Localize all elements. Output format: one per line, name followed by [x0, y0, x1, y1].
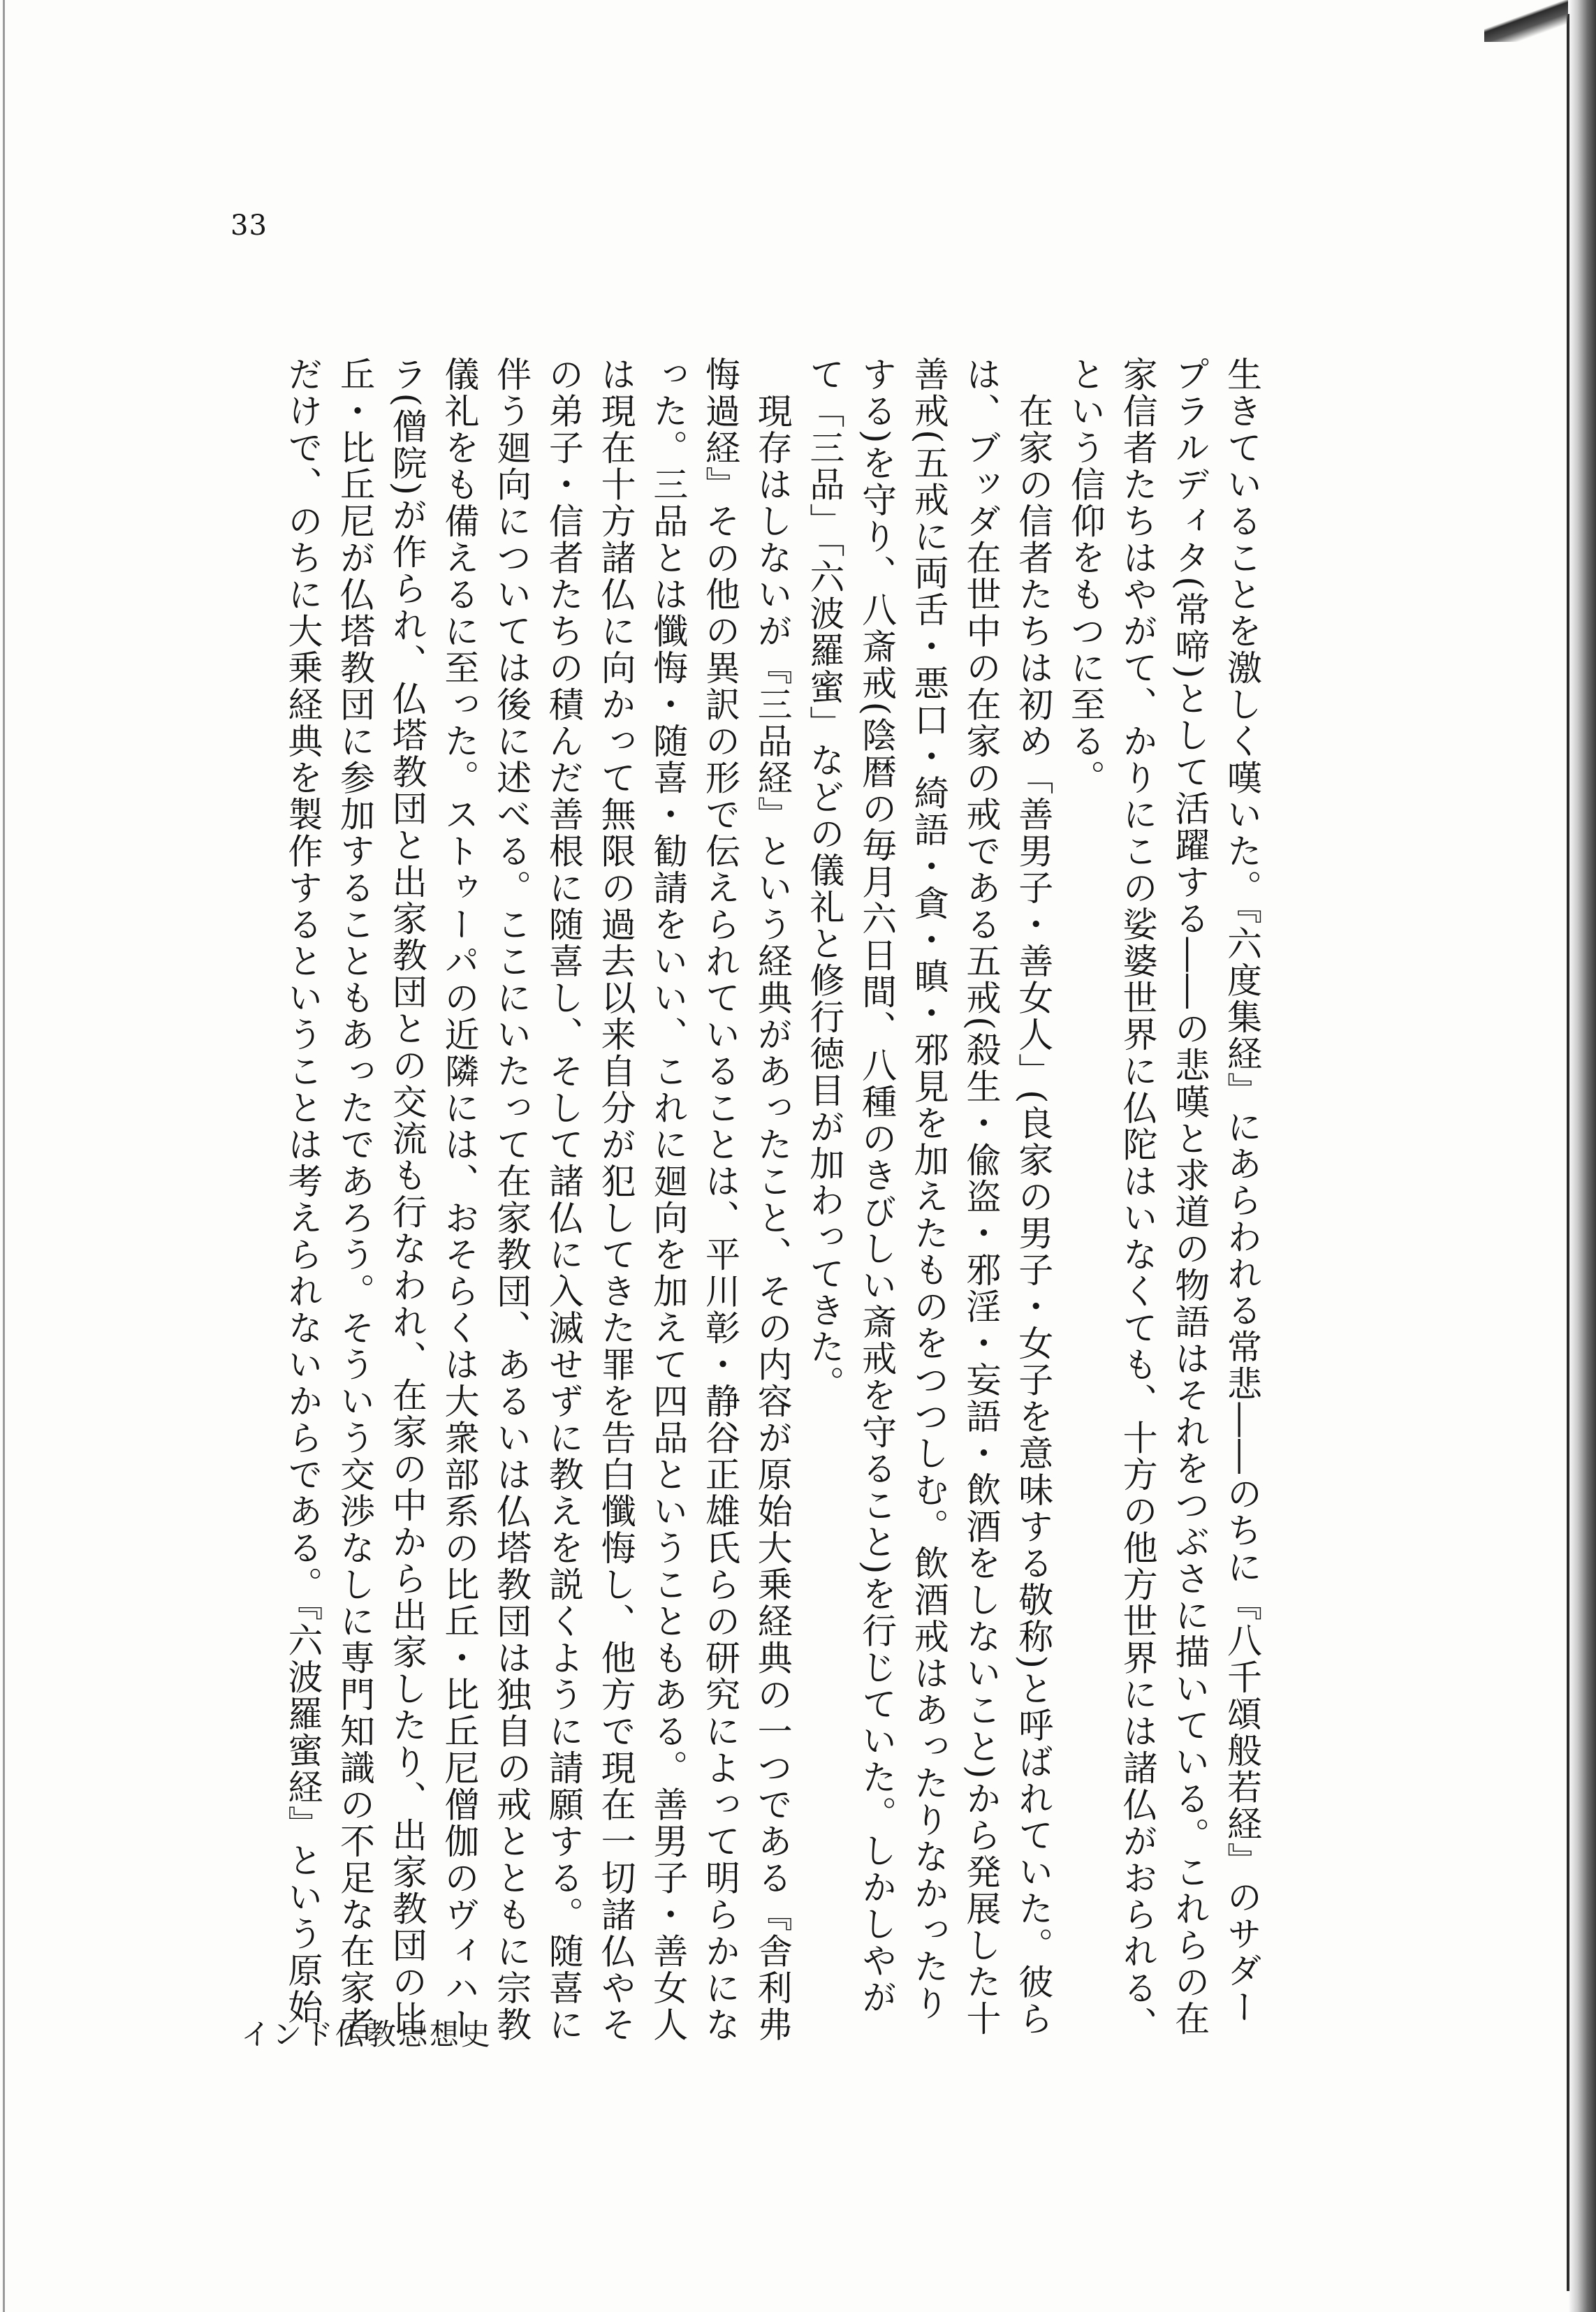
- text-column: った。三品とは懺悔・随喜・勧請をいい、これに廻向を加えて四品ということもある。善男子・善女人: [647, 356, 689, 2043]
- page-number: 33: [230, 210, 268, 242]
- binding-edge-line: [1567, 14, 1569, 2291]
- scan-margin-line: [3, 0, 5, 2312]
- text-column: 在家の信者たちは初め「善男子・善女人」(良家の男子・女子を意味する敬称)と呼ばれていた。彼ら: [1013, 393, 1054, 2037]
- text-column: 生きていることを激しく嘆いた。『六度集経』にあらわれる常悲――のちに『八千頌般若経』のサダー: [1222, 356, 1262, 2026]
- text-column: だけで、のちに大乗経典を製作するということは考えられないからである。『六波羅蜜経』という原始: [282, 356, 323, 2026]
- text-column: 伴う廻向については後に述べる。ここにいたって在家教団、あるいは仏塔教団は独自の戒とともに宗教: [491, 356, 532, 2043]
- binding-edge: [1568, 0, 1596, 2312]
- text-column: 悔過経』その他の異訳の形で伝えられていることは、平川彰・静谷正雄氏らの研究によって明らかにな: [699, 356, 740, 2043]
- text-column: プラルディタ(常啼)として活躍する――の悲嘆と求道の物語はそれをつぶさに描いている。これらの在: [1169, 356, 1210, 2037]
- text-column: という信仰をもつに至る。: [1064, 356, 1106, 796]
- text-column: 現存はしないが『三品経』という経典があったこと、その内容が原始大乗経典の一つである『舎利弗: [752, 393, 793, 2043]
- text-column: て「三品」「六波羅蜜」などの儀礼と修行徳目が加わってきた。: [804, 356, 845, 1403]
- text-column: する)を守り、八斎戒(陰暦の毎月六日間、八種のきびしい斎戒を守ること)を行じていた。しかしやが: [856, 356, 898, 2017]
- text-column: は、ブッダ在世中の在家の戒である五戒(殺生・偸盗・邪淫・妄語・飲酒をしないこと)から発展した十: [960, 356, 1002, 2037]
- scan-corner-shadow: [1484, 0, 1568, 42]
- text-column: は現在十方諸仏に向かって無限の過去以来自分が犯してきた罪を告白懺悔し、他方で現在一切諸仏やそ: [595, 356, 636, 2043]
- text-column: ラ(僧院)が作られ、仏塔教団と出家教団との交流も行なわれ、在家の中から出家したり、出家教団の比: [386, 356, 427, 2037]
- running-head: インド仏教思想史: [241, 2017, 493, 2051]
- text-column: 家信者たちはやがて、かりにこの娑婆世界に仏陀はいなくても、十方の他方世界には諸仏がおられる、: [1117, 356, 1158, 2043]
- text-column: 善戒(五戒に両舌・悪口・綺語・貪・瞋・邪見を加えたものをつつしむ。飲酒戒はあったりなかったり: [908, 356, 949, 2022]
- text-column: 丘・比丘尼が仏塔教団に参加することもあったであろう。そういう交渉なしに専門知識の不足な在家者: [335, 356, 376, 2043]
- text-column: の弟子・信者たちの積んだ善根に随喜し、そして諸仏に入滅せずに教えを説くように請願する。随喜に: [543, 356, 584, 2043]
- text-column: 儀礼をも備えるに至った。ストゥーパの近隣には、おそらくは大衆部系の比丘・比丘尼僧伽のヴィハー: [439, 356, 480, 2043]
